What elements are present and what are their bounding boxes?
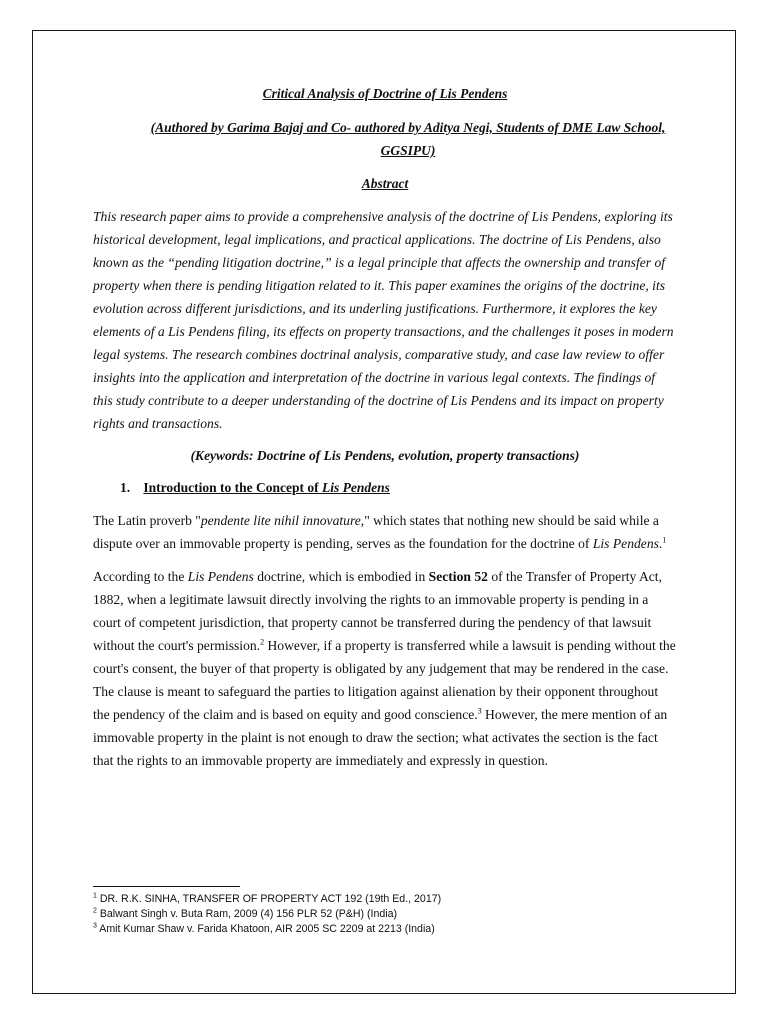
section-title-text: Introduction to the Concept of bbox=[143, 480, 322, 495]
footnote-3 bbox=[93, 922, 693, 937]
body-paragraph-2 bbox=[93, 565, 677, 772]
para2-section-52: Section 52 bbox=[428, 569, 488, 584]
footnote-2 bbox=[93, 907, 693, 922]
footnote-ref-1[interactable]: 1 bbox=[662, 535, 667, 545]
abstract-heading: Abstract bbox=[361, 176, 409, 191]
footnote-ref-3[interactable]: 3 bbox=[477, 706, 482, 716]
footnote-number: 3 bbox=[93, 922, 97, 930]
para1-text-1: The Latin proverb " bbox=[93, 513, 201, 528]
para2-text-3: of the Transfer of Property Act, 1882, when a legitimate lawsuit directly involving the rights to an immovable property is pending in a court of competent jurisdiction, that property cannot be transferred during the pendency of that lawsuit without the court's permission. bbox=[93, 569, 662, 653]
keywords-line: (Keywords: Doctrine of Lis Pendens, evolution, property transactions) bbox=[190, 448, 580, 463]
abstract-text: This research paper aims to provide a comprehensive analysis of the doctrine of Lis Pendens, exploring its historical development, legal implications, and practical applications. The doctrine of Lis Pendens, also known as the “pending litigation doctrine,” is a legal principle that affects the ownership and transfer of property when there is pending litigation related to it. This paper examines the origins of the doctrine, its evolution across different jurisdictions, and its underling justifications. Furthermore, it explores the key elements of a Lis Pendens filing, its effects on property transactions, and the challenges it poses in modern legal systems. The research combines doctrinal analysis, comparative study, and case law review to offer insights into the application and interpretation of the doctrine in various legal contexts. The findings of this study contribute to a deeper understanding of the doctrine of Lis Pendens and its impact on property rights and transactions. bbox=[93, 209, 674, 431]
footnote-number: 1 bbox=[93, 892, 97, 900]
para1-text-2: ," which states that nothing new should be said while a dispute over an immovable property is pending, serves as the foundation for the doctrine of bbox=[93, 513, 659, 551]
body-paragraph-1 bbox=[93, 509, 677, 555]
section-title bbox=[143, 480, 390, 495]
para2-text-5: However, the mere mention of an immovable property in the plaint is not enough to draw the section; what activates the section is the fact that the rights to an immovable property are immediately and expressly in question. bbox=[93, 707, 668, 768]
footnotes bbox=[93, 892, 693, 936]
footnote-text: Balwant Singh v. Buta Ram, 2009 (4) 156 PLR 52 (P&H) (India) bbox=[96, 907, 398, 920]
para1-latin-proverb: pendente lite nihil innovature bbox=[200, 513, 361, 528]
para2-text-2: doctrine, which is embodied in bbox=[253, 569, 429, 584]
para2-lis-pendens: Lis Pendens bbox=[187, 569, 254, 584]
para2-text-4: However, if a property is transferred while a lawsuit is pending without the court's consent, the buyer of that property is obligated by any judgement that may be rendered in the case. The clause is meant to safeguard the parties to litigation against alienation by their opponent throughout the pendency of the claim and is based on equity and good conscience. bbox=[93, 638, 676, 722]
authors-line: (Authored by Garima Bajaj and Co- authored by Aditya Negi, Students of DME Law School, GGSIPU) bbox=[150, 120, 666, 158]
paper-title: Critical Analysis of Doctrine of Lis Pendens bbox=[262, 86, 508, 101]
section-heading-introduction bbox=[120, 477, 677, 499]
footnote-ref-2[interactable]: 2 bbox=[260, 637, 265, 647]
para1-lis-pendens: Lis Pendens bbox=[592, 536, 659, 551]
footnote-number: 2 bbox=[93, 907, 97, 915]
page-content bbox=[93, 83, 677, 782]
footnote-text: Amit Kumar Shaw v. Farida Khatoon, AIR 2005 SC 2209 at 2213 (India) bbox=[96, 922, 435, 935]
document-page bbox=[32, 30, 736, 994]
para2-text-1: According to the bbox=[93, 569, 188, 584]
footnote-separator bbox=[93, 886, 240, 887]
para1-text-3: . bbox=[658, 536, 663, 551]
section-number: 1. bbox=[120, 480, 131, 495]
footnote-text: DR. R.K. SINHA, TRANSFER OF PROPERTY ACT 192 (19th Ed., 2017) bbox=[96, 893, 442, 905]
footnote-1 bbox=[93, 892, 693, 907]
section-title-italic: Lis Pendens bbox=[322, 480, 390, 495]
